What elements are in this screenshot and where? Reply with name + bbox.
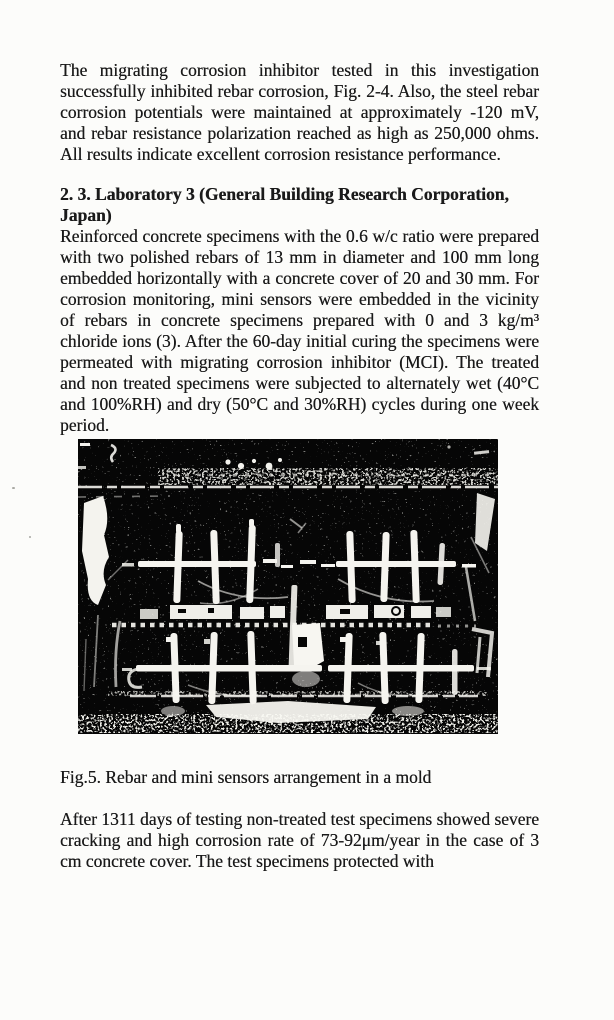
section-heading-line1: 2. 3. Laboratory 3 (General Building Research Corporation, xyxy=(60,184,509,204)
scan-artifact-speck xyxy=(29,536,31,538)
paragraph-results: After 1311 days of testing non-treated test specimens showed severe cracking and high corrosion rate of 73-92μm/year in the case of 3 cm concrete cover. The test specimens protected with xyxy=(60,809,540,871)
text-column xyxy=(60,60,539,872)
figure-caption: Fig.5. Rebar and mini sensors arrangement in a mold xyxy=(60,767,432,787)
figure-5 xyxy=(78,439,498,734)
paragraph-intro: The migrating corrosion inhibitor tested in this investigation successfully inhibited rebar corrosion, Fig. 2-4. Also, the steel rebar corrosion potentials were maintained at approximately -120 mV, and rebar resistance polarization reached as high as 250,000 ohms. All results indicate excellent corrosion resistance performance. xyxy=(60,60,539,164)
section-heading-line2: Japan) xyxy=(60,205,112,225)
scan-artifact-speck xyxy=(12,487,15,489)
paragraph-specimens: Reinforced concrete specimens with the 0.6 w/c ratio were prepared with two polished rebars of 13 mm in diameter and 100 mm long embedded horizontally with a concrete cover of 20 and 30 mm. For corrosion monitoring, mini sensors were embedded in the vicinity of rebars in concrete specimens prepared with 0 and 3 kg/m³ chloride ions (3). After the 60-day initial curing the specimens were permeated with migrating corrosion inhibitor (MCI). The treated and non treated specimens were subjected to alternately wet (40°C and 100%RH) and dry (50°C and 30%RH) cycles during one week period. xyxy=(60,226,539,435)
section-heading xyxy=(60,184,539,226)
rebar-and-mini-sensors-photo xyxy=(78,439,498,734)
